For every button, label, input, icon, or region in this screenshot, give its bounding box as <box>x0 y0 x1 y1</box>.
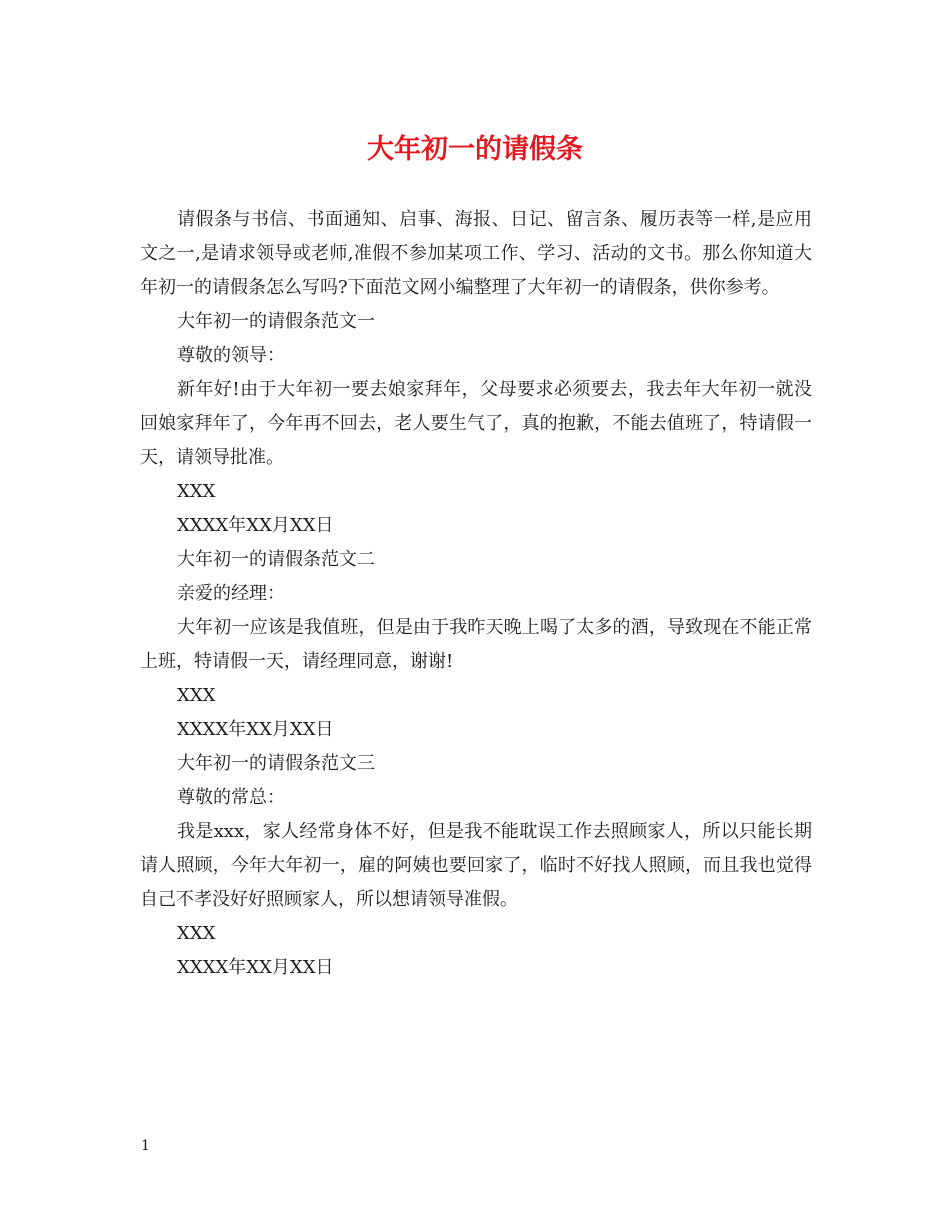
sample-one-heading: 大年初一的请假条范文一 <box>177 311 375 332</box>
sample-three-signature: XXX <box>177 923 216 944</box>
sample-one-date: XXXX年XX月XX日 <box>177 515 334 536</box>
sample-two-date: XXXX年XX月XX日 <box>177 719 334 740</box>
document-body <box>140 203 812 985</box>
sample-two-salutation: 亲爱的经理： <box>177 583 285 604</box>
sample-one-signature: XXX <box>177 481 216 502</box>
sample-three-heading: 大年初一的请假条范文三 <box>177 753 375 774</box>
sample-two-body: 大年初一应该是我值班，但是由于我昨天晚上喝了太多的酒，导致现在不能正常上班，特请假一天，请经理同意，谢谢! <box>140 617 812 672</box>
document-title: 大年初一的请假条 <box>367 134 583 165</box>
sample-two-signature: XXX <box>177 685 216 706</box>
sample-two-heading: 大年初一的请假条范文二 <box>177 549 375 570</box>
intro-paragraph: 请假条与书信、书面通知、启事、海报、日记、留言条、履历表等一样,是应用文之一,是请求领导或老师,准假不参加某项工作、学习、活动的文书。那么你知道大年初一的请假条怎么写吗?下面范文网小编整理了大年初一的请假条，供你参考。 <box>140 209 812 298</box>
sample-three-body: 我是xxx，家人经常身体不好，但是我不能耽误工作去照顾家人，所以只能长期请人照顾，今年大年初一，雇的阿姨也要回家了，临时不好找人照顾，而且我也觉得自己不孝没好好照顾家人，所以想请领导准假。 <box>140 821 812 910</box>
page-number: 1 <box>141 1138 150 1154</box>
sample-three-date: XXXX年XX月XX日 <box>177 957 334 978</box>
sample-three-salutation: 尊敬的常总： <box>177 787 285 808</box>
sample-one-body: 新年好!由于大年初一要去娘家拜年，父母要求必须要去，我去年大年初一就没回娘家拜年了，今年再不回去，老人要生气了，真的抱歉，不能去值班了，特请假一天，请领导批准。 <box>140 379 812 468</box>
sample-one-salutation: 尊敬的领导： <box>177 345 285 366</box>
